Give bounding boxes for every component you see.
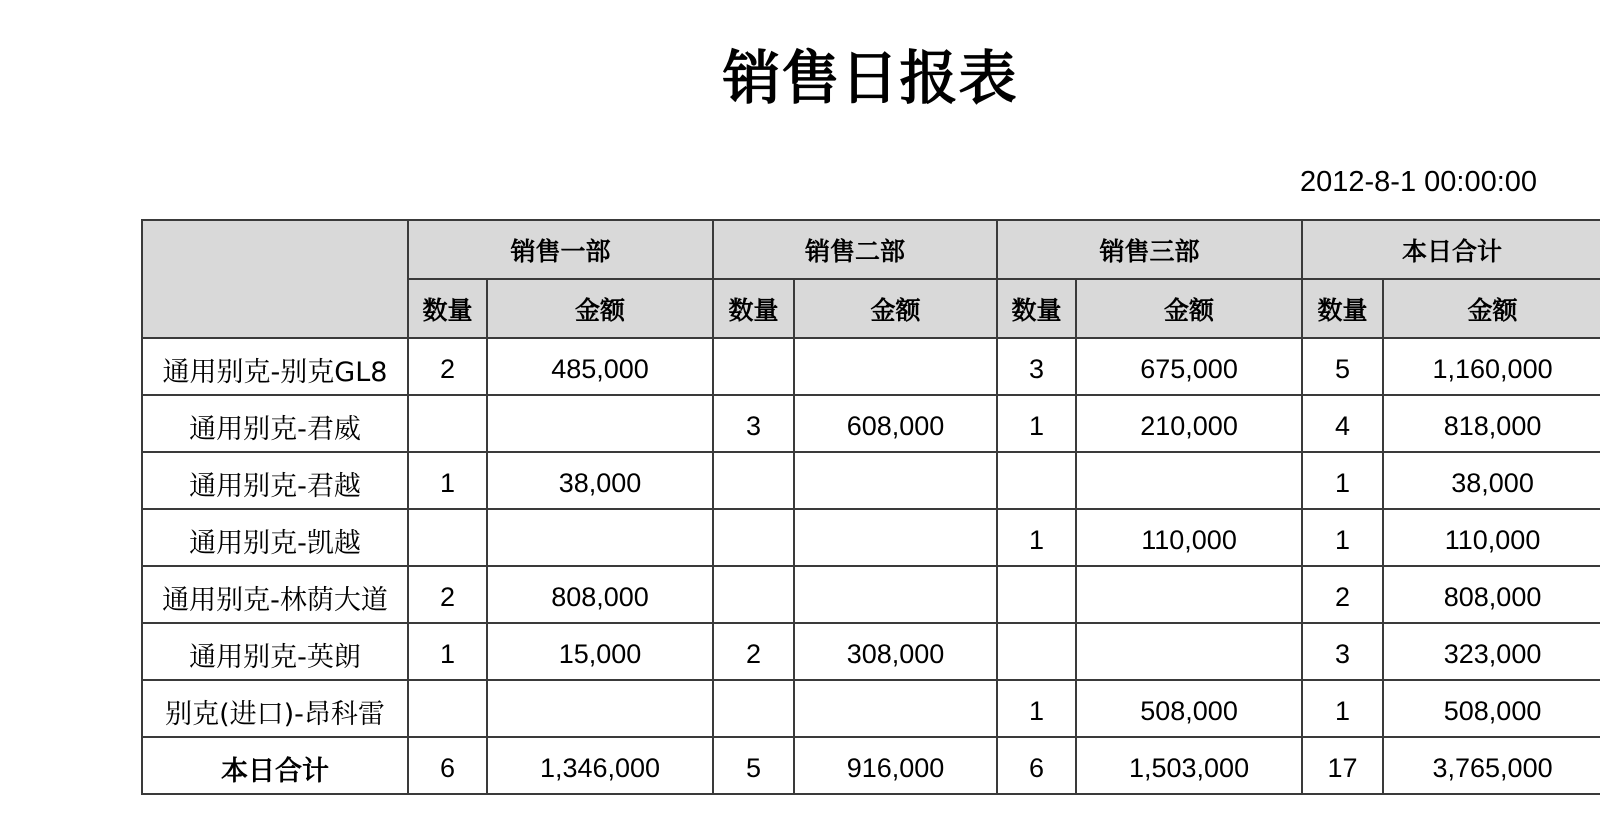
total-row	[142, 737, 1600, 794]
qty-header: 数量	[408, 279, 487, 338]
amount-cell: 608,000	[794, 395, 997, 452]
qty-cell: 6	[997, 737, 1076, 794]
amount-cell: 808,000	[1383, 566, 1600, 623]
qty-cell: 1	[1302, 509, 1383, 566]
amount-cell	[487, 680, 713, 737]
amount-cell	[794, 566, 997, 623]
qty-cell: 2	[408, 566, 487, 623]
amount-cell: 508,000	[1383, 680, 1600, 737]
qty-header: 数量	[1302, 279, 1383, 338]
amount-cell: 3,765,000	[1383, 737, 1600, 794]
amount-cell	[1076, 623, 1302, 680]
table-body	[142, 338, 1600, 794]
model-name-cell: 通用别克-林荫大道	[142, 566, 408, 623]
amount-cell: 1,160,000	[1383, 338, 1600, 395]
qty-cell: 1	[408, 452, 487, 509]
amount-cell	[794, 338, 997, 395]
amount-cell: 808,000	[487, 566, 713, 623]
qty-cell	[408, 395, 487, 452]
amount-cell	[487, 395, 713, 452]
amount-cell: 485,000	[487, 338, 713, 395]
amount-cell: 38,000	[1383, 452, 1600, 509]
dept-header: 销售三部	[997, 220, 1302, 279]
amount-cell	[487, 509, 713, 566]
amount-cell: 110,000	[1076, 509, 1302, 566]
amount-cell	[794, 452, 997, 509]
amount-cell: 110,000	[1383, 509, 1600, 566]
table-row	[142, 623, 1600, 680]
amount-cell	[794, 509, 997, 566]
qty-cell: 3	[713, 395, 794, 452]
qty-cell	[713, 452, 794, 509]
qty-cell: 5	[1302, 338, 1383, 395]
qty-cell: 3	[997, 338, 1076, 395]
table-row	[142, 452, 1600, 509]
qty-header: 数量	[713, 279, 794, 338]
table-row	[142, 680, 1600, 737]
qty-cell: 2	[408, 338, 487, 395]
report-title: 销售日报表	[722, 44, 1018, 112]
qty-header: 数量	[997, 279, 1076, 338]
model-name-cell: 通用别克-英朗	[142, 623, 408, 680]
amount-cell: 38,000	[487, 452, 713, 509]
qty-cell	[713, 566, 794, 623]
qty-cell: 3	[1302, 623, 1383, 680]
qty-cell: 17	[1302, 737, 1383, 794]
table-row	[142, 395, 1600, 452]
amount-cell: 1,503,000	[1076, 737, 1302, 794]
qty-cell: 4	[1302, 395, 1383, 452]
qty-cell: 1	[997, 680, 1076, 737]
qty-cell: 1	[997, 509, 1076, 566]
amount-cell	[1076, 566, 1302, 623]
qty-cell	[997, 566, 1076, 623]
amount-header: 金额	[1076, 279, 1302, 338]
amount-cell: 675,000	[1076, 338, 1302, 395]
table-row	[142, 566, 1600, 623]
amount-cell: 818,000	[1383, 395, 1600, 452]
qty-cell: 2	[713, 623, 794, 680]
qty-cell	[997, 623, 1076, 680]
qty-cell: 2	[1302, 566, 1383, 623]
qty-cell	[713, 509, 794, 566]
qty-cell	[713, 338, 794, 395]
dept-header: 本日合计	[1302, 220, 1600, 279]
total-label-cell: 本日合计	[142, 737, 408, 794]
sales-table	[141, 219, 1600, 795]
table-row	[142, 338, 1600, 395]
model-name-cell: 通用别克-君威	[142, 395, 408, 452]
amount-header: 金额	[794, 279, 997, 338]
amount-cell	[794, 680, 997, 737]
dept-header: 销售一部	[408, 220, 713, 279]
header-row-departments	[142, 220, 1600, 279]
model-name-cell: 通用别克-凯越	[142, 509, 408, 566]
amount-header: 金额	[487, 279, 713, 338]
corner-header-cell	[142, 220, 408, 338]
model-name-cell: 通用别克-君越	[142, 452, 408, 509]
qty-cell: 1	[997, 395, 1076, 452]
model-name-cell: 别克(进口)-昂科雷	[142, 680, 408, 737]
amount-cell: 916,000	[794, 737, 997, 794]
model-name-cell: 通用别克-别克GL8	[142, 338, 408, 395]
amount-cell: 323,000	[1383, 623, 1600, 680]
amount-header: 金额	[1383, 279, 1600, 338]
amount-cell: 15,000	[487, 623, 713, 680]
report-date: 2012-8-1 00:00:00	[1300, 166, 1538, 198]
qty-cell	[408, 680, 487, 737]
qty-cell: 1	[1302, 452, 1383, 509]
qty-cell	[408, 509, 487, 566]
qty-cell: 1	[1302, 680, 1383, 737]
amount-cell: 210,000	[1076, 395, 1302, 452]
qty-cell	[713, 680, 794, 737]
amount-cell	[1076, 452, 1302, 509]
amount-cell: 308,000	[794, 623, 997, 680]
amount-cell: 508,000	[1076, 680, 1302, 737]
amount-cell: 1,346,000	[487, 737, 713, 794]
qty-cell	[997, 452, 1076, 509]
table-row	[142, 509, 1600, 566]
qty-cell: 5	[713, 737, 794, 794]
qty-cell: 6	[408, 737, 487, 794]
qty-cell: 1	[408, 623, 487, 680]
dept-header: 销售二部	[713, 220, 997, 279]
